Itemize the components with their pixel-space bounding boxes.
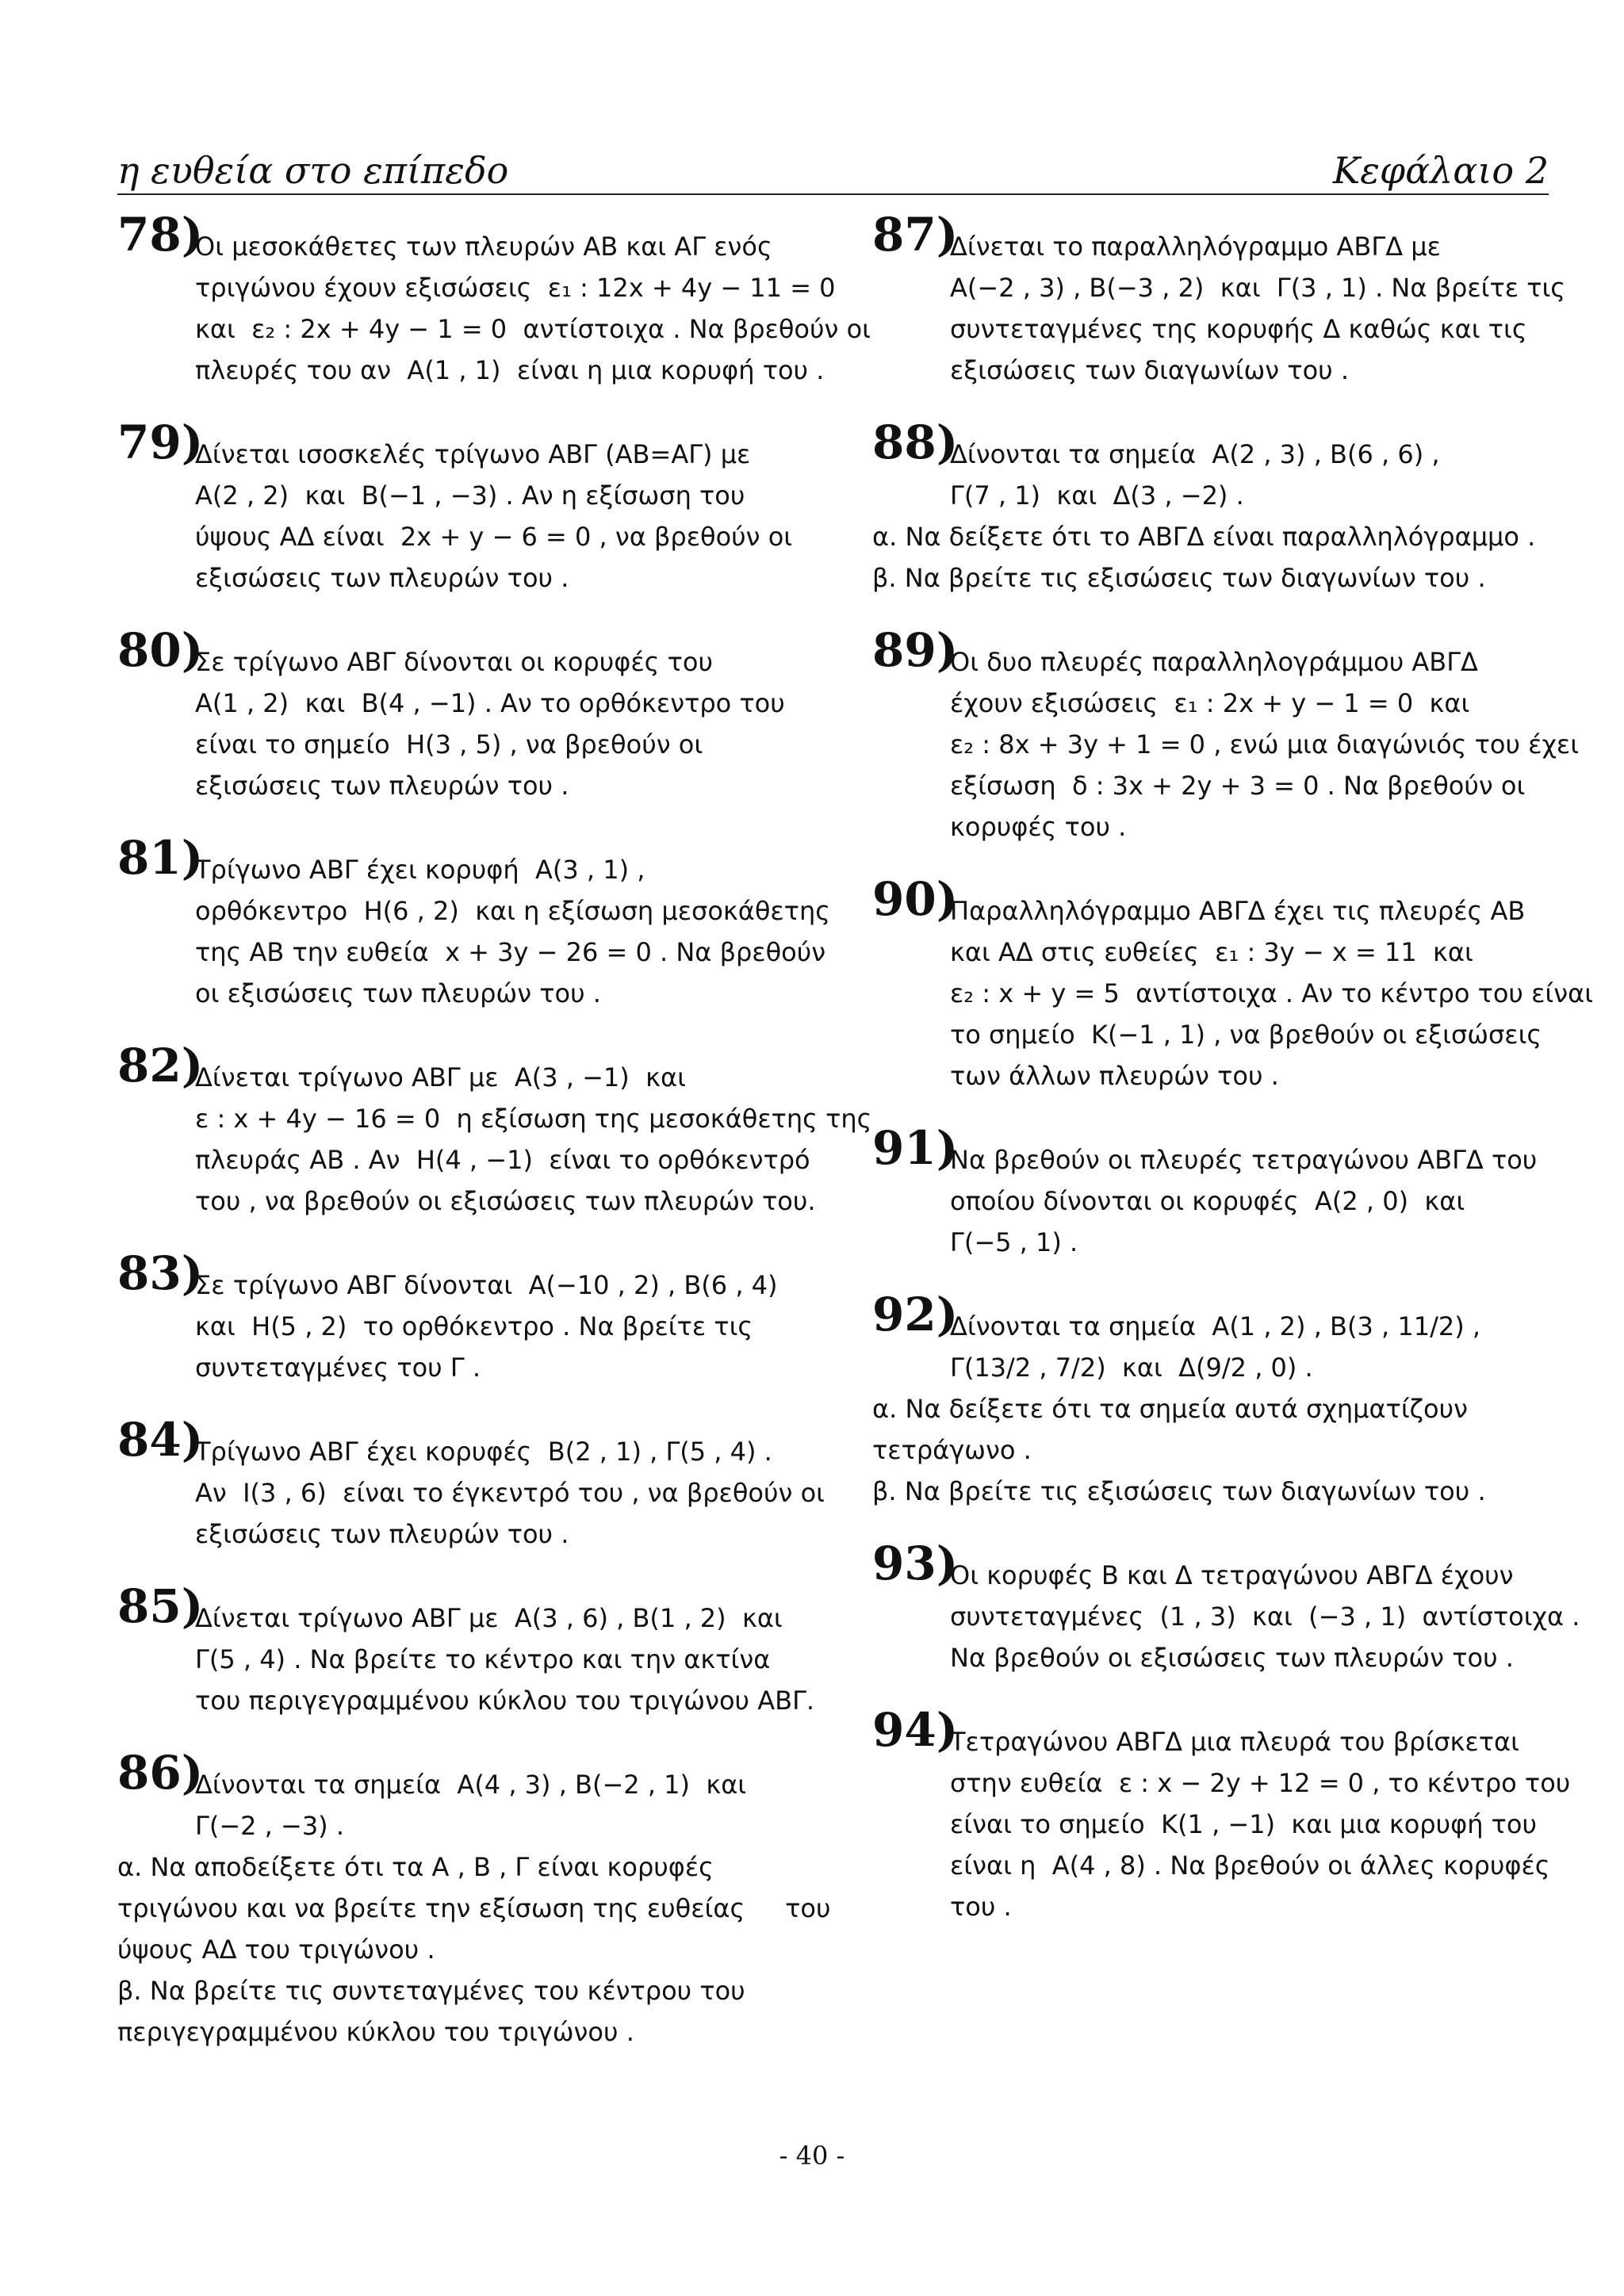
- exercise-text-line: εξισώσεις των διαγωνίων του .: [950, 355, 1349, 385]
- exercise-number: 89): [872, 623, 959, 677]
- exercise-text-line: πλευρές του αν Α(1 , 1) είναι η μια κορυφή του .: [195, 355, 825, 385]
- exercise-text-line: Γ(13/2 , 7/2) και Δ(9/2 , 0) .: [950, 1353, 1313, 1383]
- exercise-subquestion-line: β. Να βρείτε τις συντεταγμένες του κέντρου του: [117, 1976, 745, 2006]
- exercise-text-line: κορυφές του .: [950, 812, 1127, 842]
- exercise-number: 84): [117, 1413, 204, 1467]
- exercise-text-line: το σημείο Κ(−1 , 1) , να βρεθούν οι εξισώσεις: [950, 1020, 1542, 1050]
- exercise-item: [872, 415, 1538, 599]
- exercise-subquestion-line: β. Να βρείτε τις εξισώσεις των διαγωνίων του .: [872, 1476, 1486, 1506]
- exercise-item: [117, 1579, 815, 1721]
- exercise-text-line: έχουν εξισώσεις ε₁ : 2x + y − 1 = 0 και: [950, 688, 1470, 718]
- exercise-item: [872, 1536, 1580, 1678]
- page-number: - 40 -: [779, 2141, 845, 2171]
- exercise-number: 80): [117, 623, 204, 677]
- exercise-number: 82): [117, 1039, 204, 1093]
- exercise-text-line: Δίνεται το παραλληλόγραμμο ΑΒΓΔ με: [950, 232, 1441, 262]
- exercise-text-line: Δίνεται ισοσκελές τρίγωνο ΑΒΓ (ΑΒ=ΑΓ) με: [195, 439, 751, 469]
- exercise-text-line: ύψους ΑΔ είναι 2x + y − 6 = 0 , να βρεθούν οι: [195, 522, 793, 552]
- exercise-text-line: Οι μεσοκάθετες των πλευρών ΑΒ και ΑΓ ενός: [195, 232, 772, 262]
- exercise-number: 90): [872, 872, 959, 926]
- exercise-text-line: ε₂ : 8x + 3y + 1 = 0 , ενώ μια διαγώνιός του έχει: [950, 729, 1580, 760]
- exercise-text-line: Γ(7 , 1) και Δ(3 , −2) .: [950, 480, 1244, 511]
- exercise-text-line: και ΑΔ στις ευθείες ε₁ : 3y − x = 11 και: [950, 937, 1473, 967]
- exercise-text-line: εξισώσεις των πλευρών του .: [195, 771, 569, 801]
- left-column: [117, 208, 872, 2095]
- exercise-text-line: Οι κορυφές Β και Δ τετραγώνου ΑΒΓΔ έχουν: [950, 1560, 1514, 1590]
- exercise-text-line: και ε₂ : 2x + 4y − 1 = 0 αντίστοιχα . Να βρεθούν οι: [195, 314, 871, 344]
- exercise-text-line: Δίνεται τρίγωνο ΑΒΓ με Α(3 , −1) και: [195, 1062, 686, 1093]
- exercise-text-line: Τετραγώνου ΑΒΓΔ μια πλευρά του βρίσκεται: [950, 1727, 1519, 1757]
- exercise-number: 86): [117, 1746, 204, 1800]
- exercise-text-line: ορθόκεντρο Η(6 , 2) και η εξίσωση μεσοκάθετης: [195, 896, 831, 926]
- exercise-number: 91): [872, 1121, 959, 1175]
- exercise-text-line: Δίνονται τα σημεία Α(2 , 3) , Β(6 , 6) ,: [950, 439, 1440, 469]
- exercise-number: 85): [117, 1579, 204, 1633]
- exercise-number: 94): [872, 1703, 959, 1757]
- exercise-subquestion-line: α. Να αποδείξετε ότι τα Α , Β , Γ είναι κορυφές: [117, 1852, 714, 1882]
- exercise-number: 88): [872, 415, 959, 469]
- exercise-text-line: τριγώνου έχουν εξισώσεις ε₁ : 12x + 4y − 11 = 0: [195, 273, 836, 303]
- exercise-text-line: της ΑΒ την ευθεία x + 3y − 26 = 0 . Να βρεθούν: [195, 937, 826, 967]
- chapter-topic: η ευθεία στο επίπεδο: [117, 149, 509, 192]
- exercise-text-line: Να βρεθούν οι εξισώσεις των πλευρών του .: [950, 1643, 1514, 1673]
- exercise-text-line: Σε τρίγωνο ΑΒΓ δίνονται Α(−10 , 2) , Β(6 , 4): [195, 1270, 778, 1300]
- exercise-number: 81): [117, 831, 204, 885]
- exercise-text-line: Τρίγωνο ΑΒΓ έχει κορυφή Α(3 , 1) ,: [195, 855, 645, 885]
- exercise-text-line: Α(2 , 2) και Β(−1 , −3) . Αν η εξίσωση του: [195, 480, 745, 511]
- exercise-text-line: του .: [950, 1892, 1012, 1922]
- exercise-text-line: Γ(−5 , 1) .: [950, 1227, 1078, 1257]
- exercise-number: 87): [872, 208, 959, 262]
- right-column: [872, 208, 1594, 1970]
- exercise-text-line: Οι δυο πλευρές παραλληλογράμμου ΑΒΓΔ: [950, 647, 1478, 677]
- exercise-text-line: οποίου δίνονται οι κορυφές Α(2 , 0) και: [950, 1186, 1465, 1216]
- exercise-subquestion-line: τριγώνου και να βρείτε την εξίσωση της ευθείας του: [117, 1893, 831, 1923]
- exercise-subquestion-line: β. Να βρείτε τις εξισώσεις των διαγωνίων του .: [872, 563, 1486, 593]
- exercise-item: [872, 1703, 1571, 1927]
- exercise-text-line: Σε τρίγωνο ΑΒΓ δίνονται οι κορυφές του: [195, 647, 713, 677]
- page-header: [117, 151, 1549, 195]
- exercise-item: [872, 1121, 1538, 1263]
- exercise-text-line: είναι το σημείο Κ(1 , −1) και μια κορυφή του: [950, 1809, 1538, 1839]
- exercise-text-line: εξίσωση δ : 3x + 2y + 3 = 0 . Να βρεθούν οι: [950, 771, 1526, 801]
- exercise-text-line: και Η(5 , 2) το ορθόκεντρο . Να βρείτε τις: [195, 1311, 753, 1341]
- exercise-text-line: ε : x + 4y − 16 = 0 η εξίσωση της μεσοκάθετης της: [195, 1104, 872, 1134]
- exercise-subquestion-line: ύψους ΑΔ του τριγώνου .: [117, 1934, 435, 1965]
- exercise-text-line: Να βρεθούν οι πλευρές τετραγώνου ΑΒΓΔ του: [950, 1145, 1538, 1175]
- exercise-number: 78): [117, 208, 204, 262]
- exercise-text-line: ε₂ : x + y = 5 αντίστοιχα . Αν το κέντρο του είναι: [950, 978, 1594, 1008]
- exercise-subquestion-line: τετράγωνο .: [872, 1435, 1032, 1465]
- exercise-item: [872, 1288, 1538, 1512]
- exercise-item: [872, 623, 1580, 848]
- chapter-title: Κεφάλαιο 2: [1332, 149, 1549, 192]
- exercise-item: [117, 831, 831, 1014]
- exercise-text-line: εξισώσεις των πλευρών του .: [195, 563, 569, 593]
- exercise-text-line: Τρίγωνο ΑΒΓ έχει κορυφές Β(2 , 1) , Γ(5 , 4) .: [195, 1437, 772, 1467]
- exercise-text-line: είναι η Α(4 , 8) . Να βρεθούν οι άλλες κορυφές: [950, 1850, 1550, 1881]
- exercise-subquestion-line: α. Να δείξετε ότι το ΑΒΓΔ είναι παραλληλόγραμμο .: [872, 522, 1536, 552]
- exercise-text-line: Γ(5 , 4) . Να βρείτε το κέντρο και την ακτίνα: [195, 1644, 771, 1674]
- exercise-subquestion-line: περιγεγραμμένου κύκλου του τριγώνου .: [117, 2017, 634, 2047]
- exercise-text-line: Δίνεται τρίγωνο ΑΒΓ με Α(3 , 6) , Β(1 , 2) και: [195, 1603, 783, 1633]
- exercise-text-line: Αν Ι(3 , 6) είναι το έγκεντρό του , να βρεθούν οι: [195, 1478, 825, 1508]
- exercise-text-line: συντεταγμένες της κορυφής Δ καθώς και τις: [950, 314, 1527, 344]
- exercise-text-line: οι εξισώσεις των πλευρών του .: [195, 978, 601, 1008]
- exercise-text-line: του , να βρεθούν οι εξισώσεις των πλευρών του.: [195, 1186, 816, 1216]
- exercise-text-line: Δίνονται τα σημεία Α(4 , 3) , Β(−2 , 1) και: [195, 1770, 747, 1800]
- exercise-item: [117, 1246, 799, 1388]
- exercise-item: [117, 1039, 872, 1222]
- exercise-item: [117, 1413, 825, 1555]
- exercise-text-line: Γ(−2 , −3) .: [195, 1811, 344, 1841]
- exercise-text-line: του περιγεγραμμένου κύκλου του τριγώνου ΑΒΓ.: [195, 1686, 815, 1716]
- exercise-text-line: συντεταγμένες (1 , 3) και (−3 , 1) αντίστοιχα .: [950, 1601, 1580, 1632]
- exercise-text-line: στην ευθεία ε : x − 2y + 12 = 0 , το κέντρο του: [950, 1768, 1571, 1798]
- exercise-text-line: συντεταγμένες του Γ .: [195, 1353, 481, 1383]
- exercise-item: [117, 415, 799, 599]
- exercise-subquestion-line: α. Να δείξετε ότι τα σημεία αυτά σχηματίζουν: [872, 1394, 1469, 1424]
- exercise-text-line: Παραλληλόγραμμο ΑΒΓΔ έχει τις πλευρές ΑΒ: [950, 896, 1526, 926]
- exercise-item: [872, 208, 1566, 391]
- exercise-text-line: Α(−2 , 3) , Β(−3 , 2) και Γ(3 , 1) . Να βρείτε τις: [950, 273, 1566, 303]
- exercise-text-line: εξισώσεις των πλευρών του .: [195, 1519, 569, 1549]
- exercise-item: [117, 208, 871, 391]
- exercise-text-line: Δίνονται τα σημεία Α(1 , 2) , Β(3 , 11/2) ,: [950, 1311, 1481, 1341]
- exercise-text-line: των άλλων πλευρών του .: [950, 1061, 1279, 1091]
- exercise-number: 93): [872, 1536, 959, 1590]
- exercise-text-line: πλευράς ΑΒ . Αν Η(4 , −1) είναι το ορθόκεντρό: [195, 1145, 810, 1175]
- exercise-number: 79): [117, 415, 204, 469]
- exercise-text-line: Α(1 , 2) και Β(4 , −1) . Αν το ορθόκεντρο του: [195, 688, 785, 718]
- exercise-item: [117, 623, 799, 806]
- exercise-text-line: είναι το σημείο Η(3 , 5) , να βρεθούν οι: [195, 729, 703, 760]
- exercise-item: [117, 1746, 831, 2053]
- exercise-number: 83): [117, 1246, 204, 1300]
- exercise-number: 92): [872, 1288, 959, 1341]
- exercise-item: [872, 872, 1594, 1096]
